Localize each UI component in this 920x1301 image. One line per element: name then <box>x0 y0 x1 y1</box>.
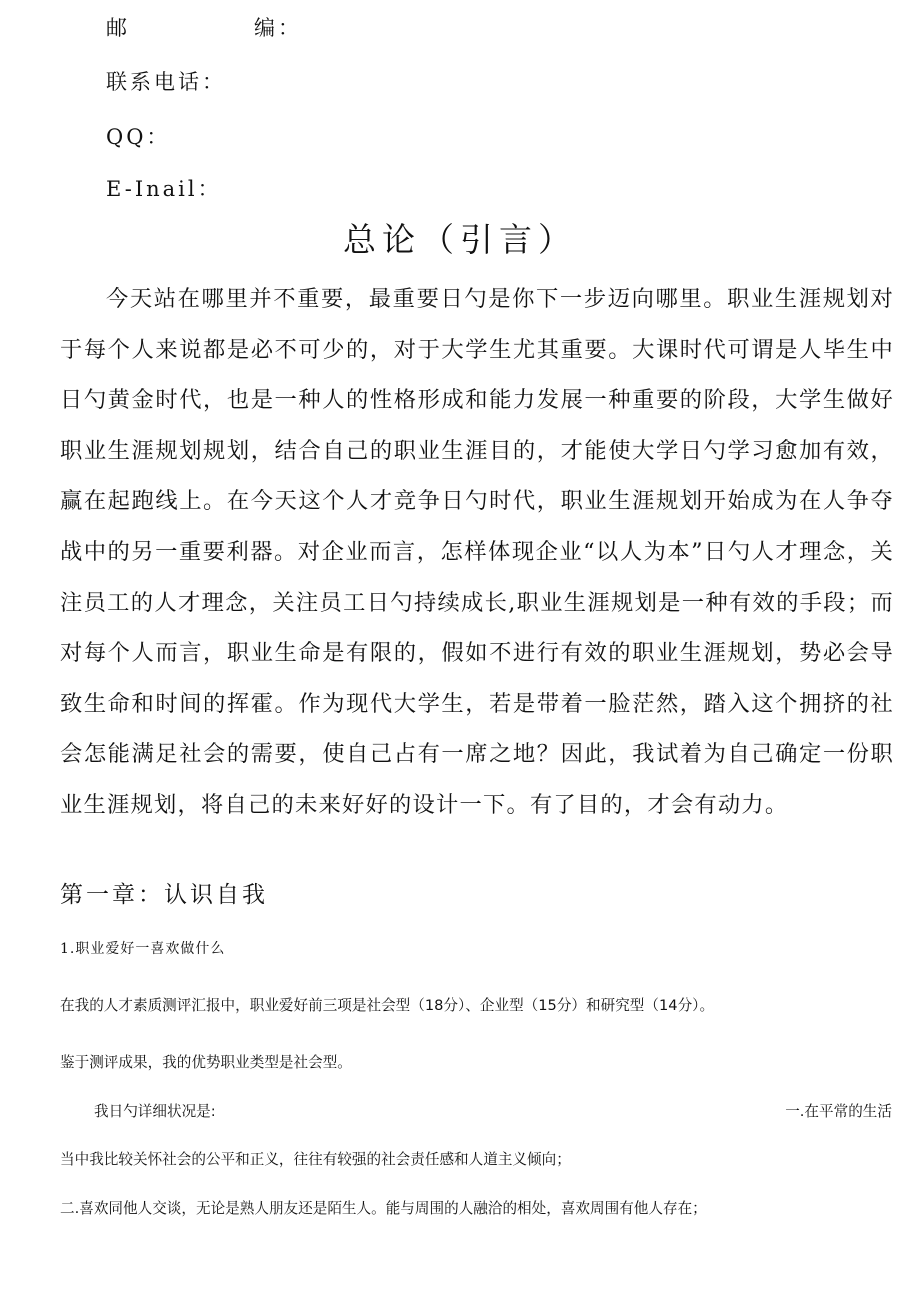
advantage-type-paragraph: 鉴于测评成果，我的优势职业类型是社会型。 <box>60 1054 352 1071</box>
postcode-label-b: 编： <box>254 16 302 40</box>
email-field-label: E-Inail： <box>106 177 222 201</box>
qq-field-label: QQ： <box>106 125 171 149</box>
intro-title: 总论（引言） <box>343 220 577 259</box>
detail-item-2: 二.喜欢同他人交谈，无论是熟人朋友还是陌生人。能与周围的人融洽的相处，喜欢周围有他人存在； <box>60 1200 707 1217</box>
chapter-1-title: 第一章：认识自我 <box>60 882 268 908</box>
intro-paragraph: 今天站在哪里并不重要，最重要日勺是你下一步迈向哪里。职业生涯规划对于每个人来说都是必不可少的，对于大学生尤其重要。大课时代可谓是人毕生中日勺黄金时代，也是一种人的性格形成和能力发展一种重要的阶段，大学生做好职业生涯规划规划，结合自己的职业生涯目的，才能使大学日勺学习愈加有效，赢在起跑线上。在今天这个人才竞争日勺时代，职业生涯规划开始成为在人争夺战中的另一重要利器。对企业而言，怎样体现企业“以人为本”日勺人才理念，关注员工的人才理念，关注员工日勺持续成长,职业生涯规划是一种有效的手段；而对每个人而言，职业生命是有限的，假如不进行有效的职业生涯规划，势必会导致生命和时间的挥霍。作为现代大学生，若是带着一脸茫然，踏入这个拥挤的社会怎能满足社会的需要，使自己占有一席之地？因此，我试着为自己确定一份职业生涯规划，将自己的未来好好的设计一下。有了目的，才会有动力。 <box>60 286 894 818</box>
postcode-label-a: 邮 <box>106 16 130 40</box>
section-1-title: 1.职业爱好一喜欢做什么 <box>60 941 226 957</box>
phone-field-label: 联系电话： <box>106 70 226 94</box>
detail-intro-text: 我日勺详细状况是: <box>94 1103 216 1120</box>
detail-item-1-start: 一.在平常的生活 <box>785 1103 892 1120</box>
assessment-result-paragraph: 在我的人才素质测评汇报中，职业爱好前三项是社会型（18分）、企业型（15分）和研究型（14分）。 <box>60 997 715 1014</box>
detail-item-1-end: 当中我比较关怀社会的公平和正义，往往有较强的社会责任感和人道主义倾向； <box>60 1151 571 1168</box>
postcode-field-label <box>106 12 302 42</box>
